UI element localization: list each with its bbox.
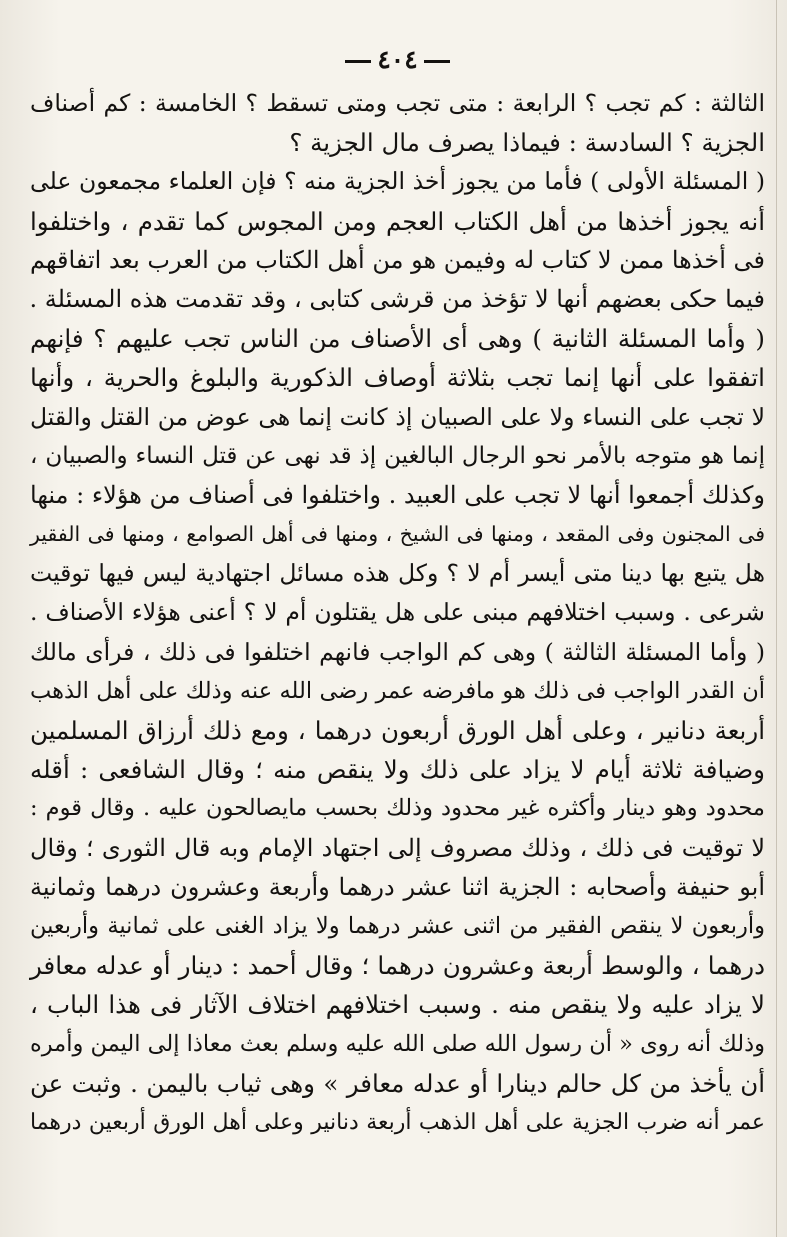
text-line: إنما هو متوجه بالأمر نحو الرجال البالغين إذ قد نهى عن قتل النساء والصبيان ، [30,442,765,469]
text-line: لا تجب على النساء ولا على الصبيان إذ كانت إنما هى عوض من القتل والقتل [30,402,765,431]
text-line: ( المسئلة الأولى ) فأما من يجوز أخذ الجزية منه ؟ فإن العلماء مجمعون على [30,167,765,196]
text-line: الثالثة : كم تجب ؟ الرابعة : متى تجب ومتى تسقط ؟ الخامسة : كم أصناف [30,89,765,117]
text-line: أنه يجوز أخذها من أهل الكتاب العجم ومن المجوس كما تقدم ، واختلفوا [30,206,765,236]
text-line: اتفقوا على أنها إنما تجب بثلاثة أوصاف الذكورية والبلوغ والحرية ، وأنها [30,363,765,393]
text-line: درهما ، والوسط أربعة وعشرون درهما ؛ وقال أحمد : دينار أو عدله معافر [30,951,765,981]
text-line: وضيافة ثلاثة أيام لا يزاد على ذلك ولا ينقص منه ؛ وقال الشافعى : أقله [30,755,765,785]
text-line: هل يتبع بها دينا متى أيسر أم لا ؟ وكل هذه مسائل اجتهادية ليس فيها توقيت [30,559,765,588]
text-line: وذلك أنه روى « أن رسول الله صلى الله عليه وسلم بعث معاذا إلى اليمن وأمره [29,1030,765,1057]
text-line: لا يزاد عليه ولا ينقص منه . وسبب اختلافهم اختلاف الآثار فى هذا الباب ، [30,990,765,1020]
page-text [30,84,765,1142]
text-line: فى المجنون وفى المقعد ، ومنها فى الشيخ ، ومنها فى أهل الصوامع ، ومنها فى الفقير [30,522,765,547]
text-line: فى أخذها ممن لا كتاب له وفيمن هو من أهل الكتاب من العرب بعد اتفاقهم [30,245,765,274]
text-line: عمر أنه ضرب الجزية على أهل الذهب أربعة دنانير وعلى أهل الورق أربعين درهما [30,1109,765,1135]
text-line: أربعة دنانير ، وعلى أهل الورق أربعون درهما ، ومع ذلك أرزاق المسلمين [30,716,765,745]
page-number-dash-left [345,60,371,63]
text-line: أبو حنيفة وأصحابه : الجزية اثنا عشر درهما وأربعة وعشرون درهما وثمانية [30,872,765,901]
text-line: وكذلك أجمعوا أنها لا تجب على العبيد . واختلفوا فى أصناف من هؤلاء : منها [30,480,765,509]
text-line: الجزية ؟ السادسة : فيماذا يصرف مال الجزية ؟ [289,128,765,158]
page-number-dash-right [424,60,450,63]
page-number-header [30,40,765,80]
page-edge-line [776,0,777,1237]
text-line: لا توقيت فى ذلك ، وذلك مصروف إلى اجتهاد الإمام وبه قال الثورى ؛ وقال [30,833,765,862]
text-line: ( وأما المسئلة الثانية ) وهى أى الأصناف من الناس تجب عليهم ؟ فإنهم [30,324,765,354]
text-line: أن القدر الواجب فى ذلك هو مافرضه عمر رضى الله عنه وذلك على أهل الذهب [30,677,765,704]
text-line: محدود وهو دينار وأكثره غير محدود وذلك بحسب مايصالحون عليه . وقال قوم : [30,795,765,822]
text-line: فيما حكى بعضهم أنها لا تؤخذ من قرشى كتابى ، وقد تقدمت هذه المسئلة . [29,284,765,313]
text-line: أن يأخذ من كل حالم دينارا أو عدله معافر » وهى ثياب باليمن . وثبت عن [30,1068,765,1098]
page-number: ٤٠٤ [377,45,418,74]
text-line: ( وأما المسئلة الثالثة ) وهى كم الواجب فانهم اختلفوا فى ذلك ، فرأى مالك [30,637,765,666]
text-line: وأربعون لا ينقص الفقير من اثنى عشر درهما ولا يزاد الغنى على ثمانية وأربعين [30,912,765,939]
text-line: شرعى . وسبب اختلافهم مبنى على هل يقتلون أم لا ؟ أعنى هؤلاء الأصناف . [30,598,765,627]
